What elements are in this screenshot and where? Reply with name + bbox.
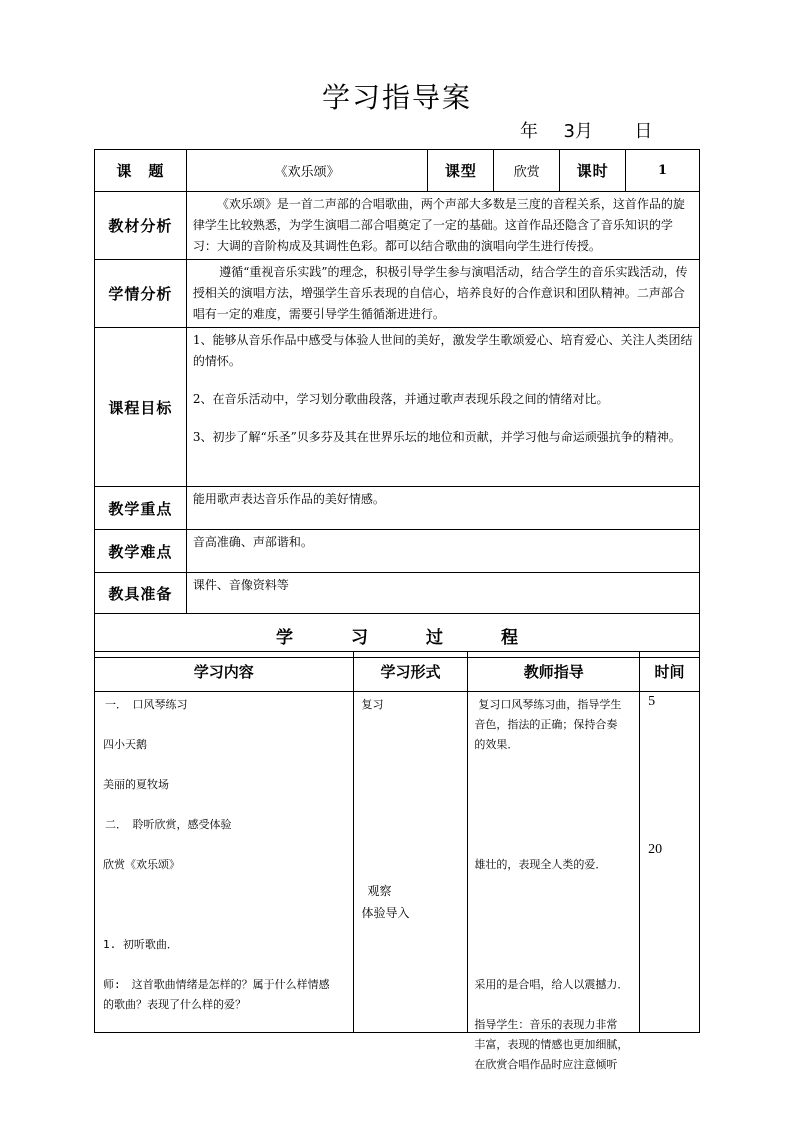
- student-label: 学情分析: [95, 260, 187, 328]
- key-row: [95, 487, 700, 530]
- hours-label: 课时: [560, 150, 626, 192]
- difficulty-row: [95, 530, 700, 573]
- tools-label: 教具准备: [95, 573, 187, 614]
- key-text: 能用歌声表达音乐作品的美好情感。: [186, 487, 699, 530]
- time-value: 5: [648, 694, 656, 709]
- content-line: 一． 口风琴练习: [105, 698, 188, 711]
- key-label: 教学重点: [95, 487, 187, 530]
- header-time: 时间: [640, 652, 700, 692]
- content-line: 美丽的夏牧场: [103, 778, 169, 791]
- tools-row: [95, 573, 700, 614]
- student-text: 遵循“重视音乐实践”的理念，积极引导学生参与演唱活动，结合学生的音乐实践活动，传授相关的演唱方法，增强学生音乐表现的自信心，培养良好的合作意识和团队精神。二声部合唱有一定的难度，需要引导学生循循渐进进行。: [186, 260, 699, 328]
- topic-label: 课 题: [95, 150, 187, 192]
- goal-row: [95, 328, 700, 487]
- content-cell: [95, 692, 354, 1033]
- date-year: 年: [520, 121, 538, 142]
- difficulty-text: 音高准确、声部谐和。: [186, 530, 699, 573]
- type-label: 课型: [428, 150, 494, 192]
- student-row: [95, 260, 700, 328]
- guide-line: 在欣赏合唱作品时应注意倾听: [474, 1058, 618, 1071]
- header-guide: 教师指导: [468, 652, 640, 692]
- time-cell: [640, 692, 700, 1033]
- form-line: 观察: [367, 884, 392, 898]
- hours-value: 1: [626, 150, 700, 192]
- header-form: 学习形式: [353, 652, 468, 692]
- tools-text: 课件、音像资料等: [186, 573, 699, 614]
- content-line: 二． 聆听欣赏，感受体验: [105, 818, 232, 831]
- content-line: 的歌曲？表现了什么样的爱？: [103, 998, 246, 1011]
- topic-value: 《欢乐颂》: [186, 150, 428, 192]
- material-label: 教材分析: [95, 192, 187, 260]
- guide-line: 复习口风琴练习曲，指导学生: [478, 698, 622, 711]
- guide-line: 指导学生：音乐的表现力非常: [474, 1018, 618, 1031]
- guide-line: 丰富，表现的情感也更加细腻，: [474, 1038, 629, 1051]
- material-row: [95, 192, 700, 260]
- goal-2: 2、在音乐活动中，学习划分歌曲段落，并通过歌声表现乐段之间的情绪对比。: [192, 392, 609, 406]
- lesson-info-table: [94, 149, 700, 658]
- guide-line: 的效果．: [474, 738, 519, 751]
- content-line: 1. 初听歌曲．: [103, 938, 178, 951]
- goal-label: 课程目标: [95, 328, 187, 487]
- guide-line: 采用的是合唱，给人以震撼力．: [474, 978, 629, 991]
- process-table: [94, 651, 700, 1071]
- goal-1: 1、能够从音乐作品中感受与体验人世间的美好，激发学生歌颂爱心、培育爱心、关注人类团结的情怀。: [192, 333, 693, 368]
- guide-cell: [468, 692, 640, 1071]
- content-line: 欣赏《欢乐颂》: [103, 858, 180, 871]
- form-line: 复习: [361, 698, 384, 711]
- goal-text: [186, 328, 699, 487]
- topic-row: [95, 150, 700, 192]
- material-text: 《欢乐颂》是一首二声部的合唱歌曲，两个声部大多数是三度的音程关系，这首作品的旋律学生比较熟悉，为学生演唱二部合唱奠定了一定的基础。这首作品还隐含了音乐知识的学习：大调的音阶构成及其调性色彩。都可以结合歌曲的演唱向学生进行传授。: [186, 192, 699, 260]
- guide-line: 音色，指法的正确；保持合奏: [474, 718, 618, 731]
- header-content: 学习内容: [95, 652, 354, 692]
- form-cell: [353, 692, 468, 1033]
- difficulty-label: 教学难点: [95, 530, 187, 573]
- content-line: 四小天鹅: [103, 738, 147, 751]
- content-line: 师: 这首歌曲情绪是怎样的？属于什么样情感: [103, 978, 330, 991]
- date-month: 3月: [563, 121, 593, 142]
- process-title: 学习过程: [95, 614, 700, 658]
- date-line: [520, 117, 652, 143]
- time-value: 20: [648, 842, 663, 857]
- guide-line: 雄壮的，表现全人类的爱．: [474, 858, 607, 871]
- date-day: 日: [634, 121, 653, 142]
- type-value: 欣赏: [494, 150, 560, 192]
- goal-3: 3、初步了解“乐圣”贝多芬及其在世界乐坛的地位和贡献，并学习他与命运顽强抗争的精神。: [192, 430, 681, 444]
- page-title: 学习指导案: [321, 81, 472, 114]
- form-line: 体验导入: [361, 906, 410, 920]
- process-header-row: [95, 652, 700, 692]
- process-body-row: [95, 692, 700, 1033]
